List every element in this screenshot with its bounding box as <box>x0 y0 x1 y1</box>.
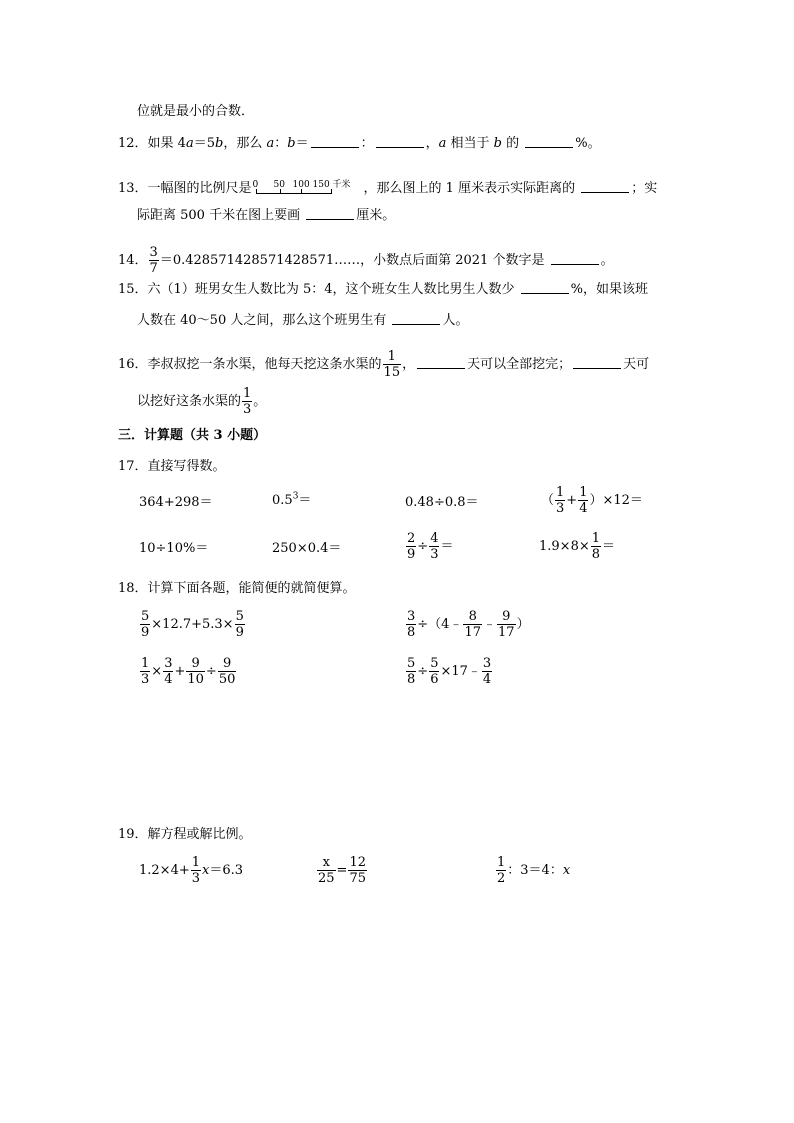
q19-equation: 1.2×4+ $\frac{1}{3}$ x＝6.3 <box>139 855 244 886</box>
q11-fragment: 位就是最小的合数． <box>137 104 255 119</box>
question-13-line2: 际距离 500 千米在图上要画 厘米。 <box>137 208 396 223</box>
q19-equation: $\frac{x}{25}$ = $\frac{12}{75}$ <box>318 855 366 886</box>
q17-item: $0.5^3=$ <box>272 491 312 508</box>
answer-blank[interactable] <box>376 135 424 148</box>
q17-item: $\frac{2}{9}$ ÷ $\frac{4}{3}$ ＝ <box>407 531 454 562</box>
question-18-title: 18．计算下面各题，能简便的就简便算。 <box>118 581 356 596</box>
q17-item: 364+298＝ <box>139 495 213 510</box>
answer-blank[interactable] <box>417 356 465 369</box>
question-15: 15．六（1）班男女生人数比为 5：4，这个班女生人数比男生人数少 %，如果该班 <box>118 282 648 297</box>
question-15-line2: 人数在 40～50 人之间，那么这个班男生有 人。 <box>137 313 469 328</box>
answer-blank[interactable] <box>551 252 599 265</box>
question-12: 12．如果 4a＝5b，那么 a：b＝ ： ，a 相当于 b 的 %。 <box>118 136 601 151</box>
fraction: $\frac{1}{15}$ <box>383 349 401 380</box>
answer-blank[interactable] <box>581 180 629 193</box>
q18-expression: $\frac{5}{8}$ ÷ $\frac{5}{6}$ ×17﹣ $\frac{3}{4}$ <box>407 656 492 687</box>
fraction: $\frac{3}{7}$ <box>149 245 158 276</box>
q18-expression: $\frac{5}{9}$ ×12.7+5.3× $\frac{5}{9}$ <box>141 609 244 640</box>
question-14: 14． $\frac{3}{7}$ ＝0.428571428571428571……，小数点后面第 2021 个数字是 。 <box>118 245 614 276</box>
q17-item: 0.48÷0.8＝ <box>405 495 479 510</box>
fraction: $\frac{1}{3}$ <box>243 386 252 417</box>
answer-blank[interactable] <box>573 356 621 369</box>
answer-blank[interactable] <box>311 135 359 148</box>
q19-equation: $\frac{1}{2}$ ：3＝4：x <box>497 855 571 886</box>
question-16-line2: 以挖好这条水渠的 $\frac{1}{3}$ 。 <box>137 386 267 417</box>
q18-expression: $\frac{3}{8}$ ÷（4﹣ $\frac{8}{17}$ ﹣ $\frac{9}{17}$ ） <box>407 609 530 640</box>
q17-item: 250×0.4＝ <box>272 541 342 556</box>
question-19-title: 19．解方程或解比例。 <box>118 827 252 842</box>
question-13: 13．一幅图的比例尺是 0 50 100 150 千米 ，那么图上的 1 厘米表示实际距离的 ；实 <box>118 176 657 198</box>
q17-item: 1.9×8× $\frac{1}{8}$ ＝ <box>539 531 616 562</box>
scale-bar-figure: 0 50 100 150 千米 <box>252 176 364 196</box>
q18-expression: $\frac{1}{3}$ × $\frac{3}{4}$ + $\frac{9}{10}$ ÷ $\frac{9}{50}$ <box>141 656 236 687</box>
question-17-title: 17．直接写得数。 <box>118 459 226 474</box>
q17-item: （ $\frac{1}{3}$ + $\frac{1}{4}$ ）×12＝ <box>541 485 643 516</box>
section-heading: 三．计算题（共 3 小题） <box>118 428 267 443</box>
answer-blank[interactable] <box>525 135 573 148</box>
answer-blank[interactable] <box>521 281 569 294</box>
question-16: 16．李叔叔挖一条水渠，他每天挖这条水渠的 $\frac{1}{15}$ ， 天可以全部挖完； 天可 <box>118 349 650 380</box>
q17-item: 10÷10%＝ <box>139 541 209 556</box>
answer-blank[interactable] <box>392 312 440 325</box>
answer-blank[interactable] <box>306 207 354 220</box>
